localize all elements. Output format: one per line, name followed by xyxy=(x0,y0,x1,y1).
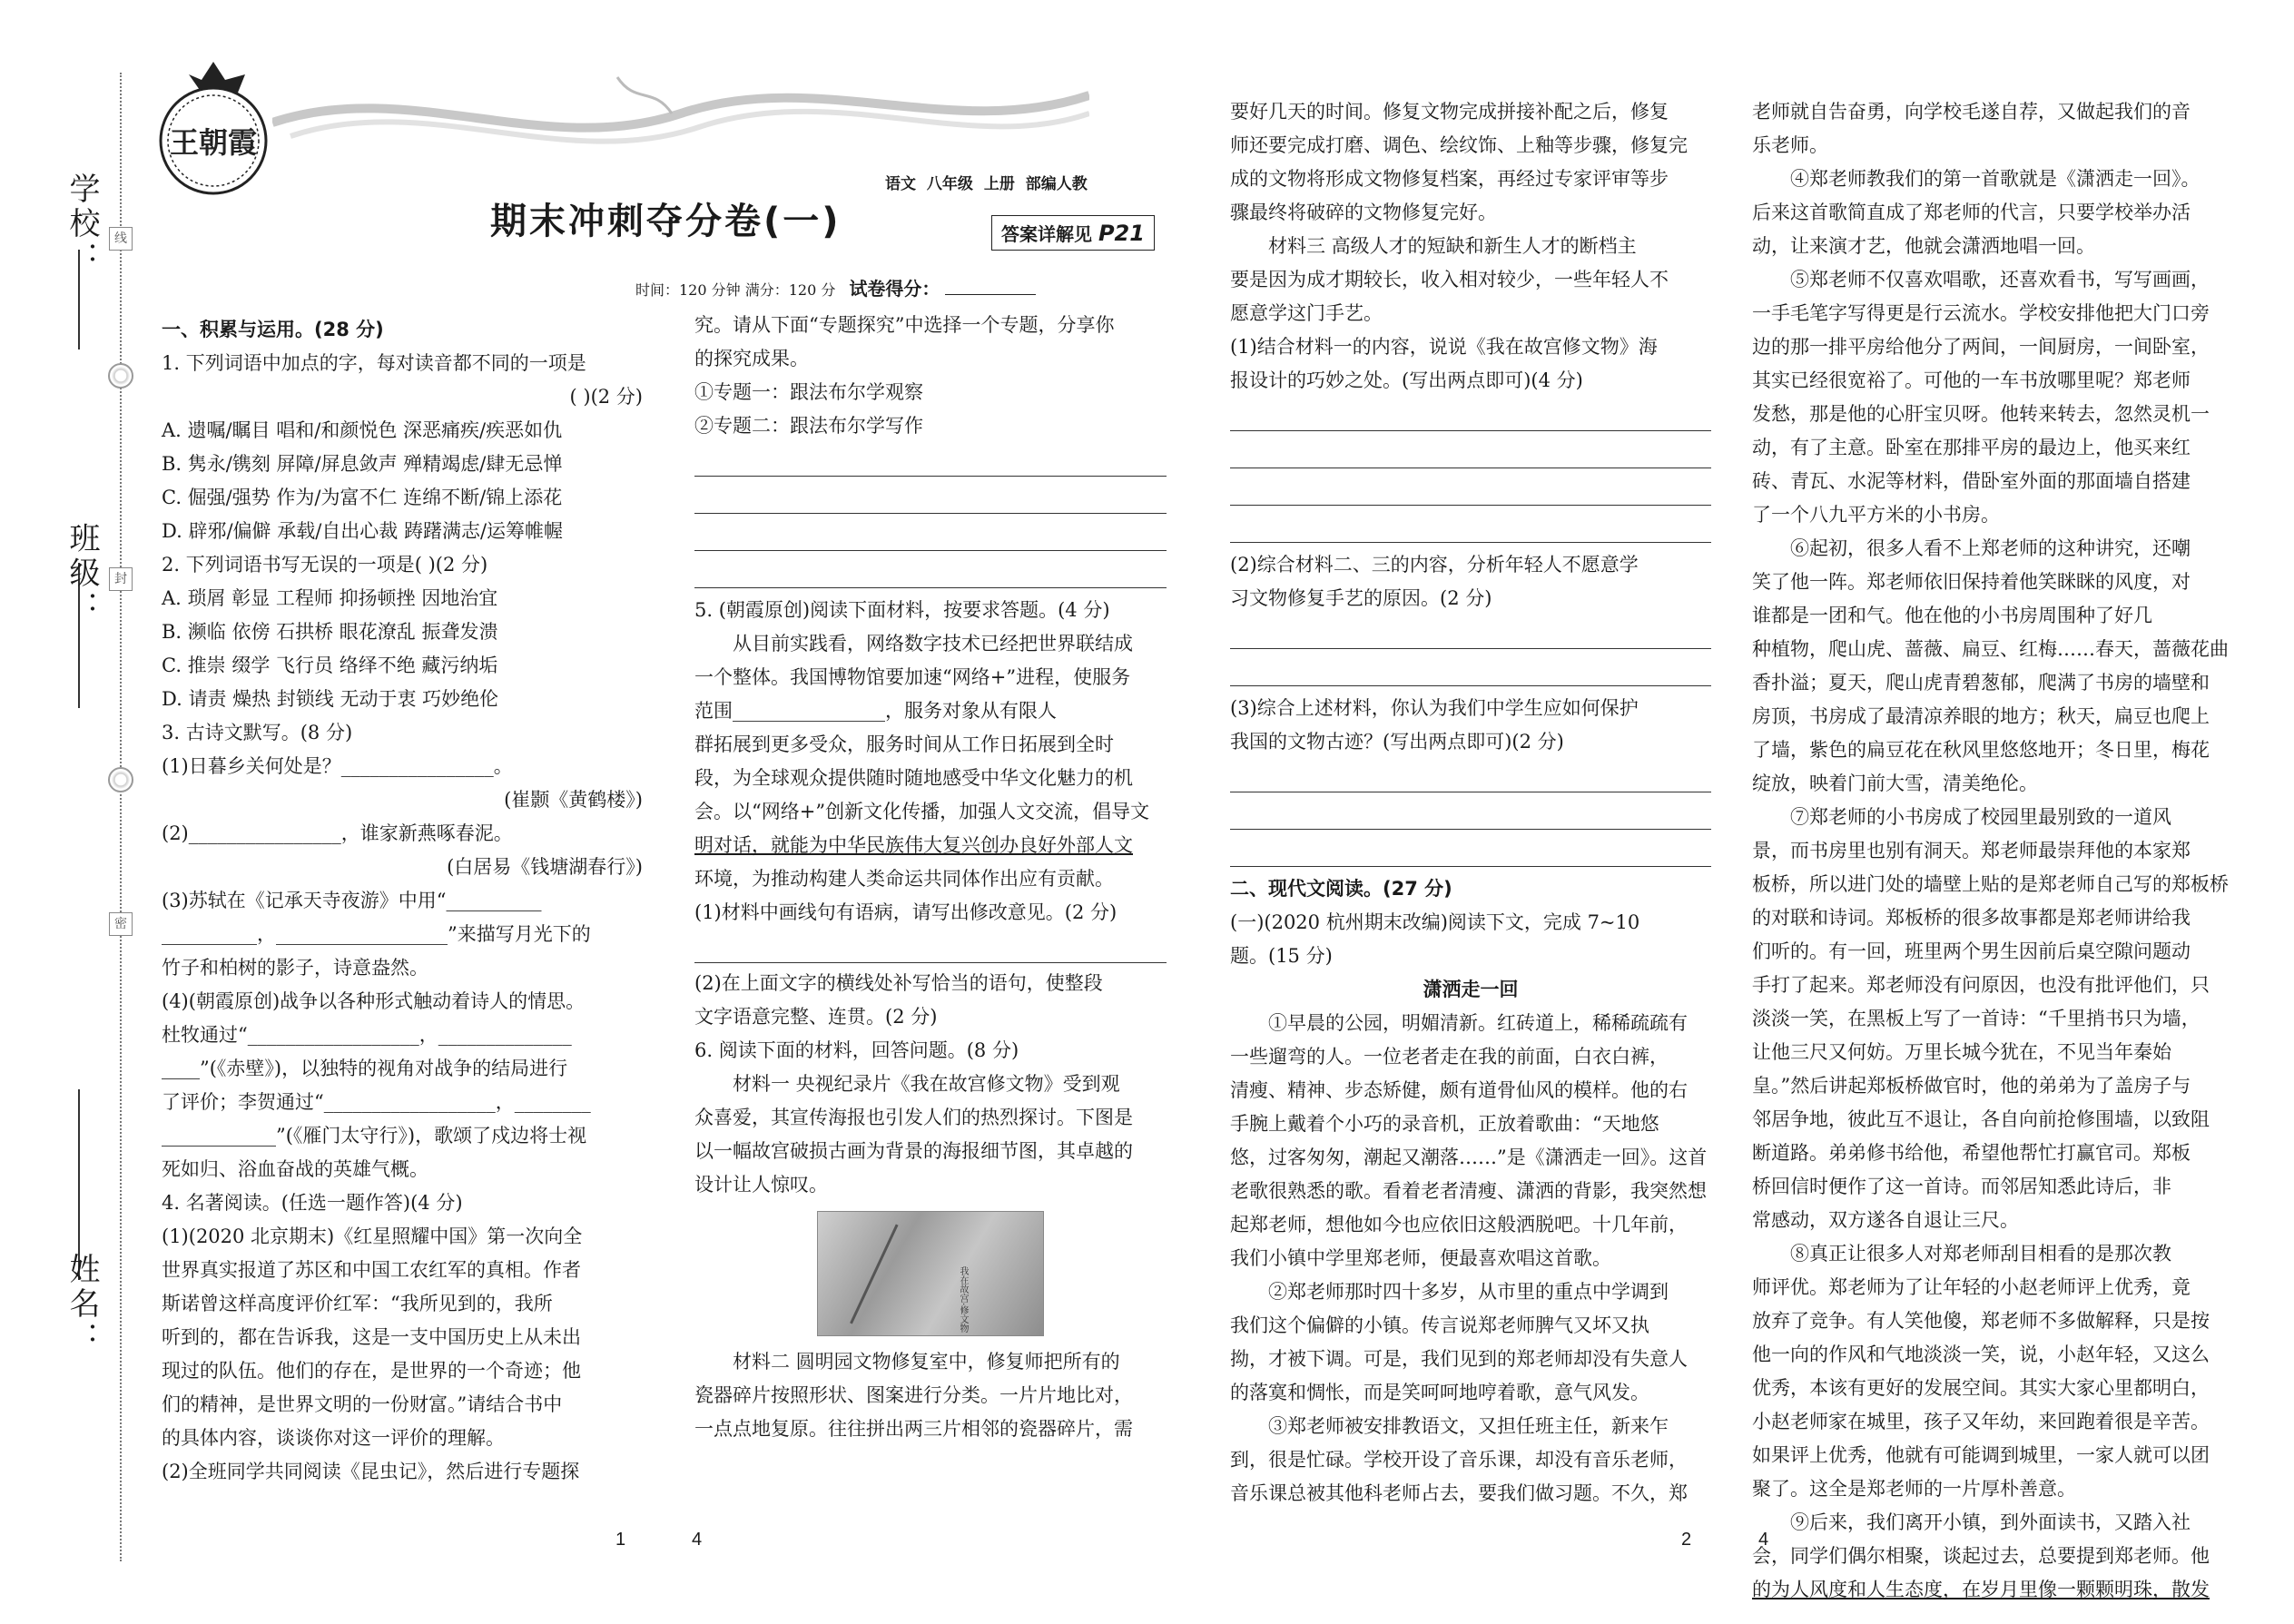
answer-line[interactable] xyxy=(1230,472,1711,506)
section-heading: 一、积累与运用。(28 分) xyxy=(162,319,384,340)
text-line: __________，__________________”来描写月光下的 xyxy=(162,923,591,945)
text-line: ⑨后来，我们离开小镇，到外面读书，又踏入社 xyxy=(1790,1511,2191,1533)
text-line: 竹子和柏树的影子，诗意盎然。 xyxy=(162,957,428,979)
text-line: 到，很是忙碌。学校开设了音乐课，却没有音乐老师， xyxy=(1230,1449,1688,1471)
page-number: 4 xyxy=(1758,1530,1769,1550)
text-line: ⑧真正让很多人对郑老师刮目相看的是那次教 xyxy=(1790,1243,2171,1265)
text-line: ⑤郑老师不仅喜欢唱歌，还喜欢看书，写写画画， xyxy=(1790,269,2210,290)
text-line: 一点点地复原。往往拼出两三片相邻的瓷器碎片，需 xyxy=(694,1418,1133,1440)
text-line: C. 倔强/强势 作为/为富不仁 连绵不断/锦上添花 xyxy=(162,487,563,508)
text-line: 范围________________，服务对象从有限人 xyxy=(694,700,1057,722)
answer-line[interactable] xyxy=(694,517,1167,551)
text-line: 报设计的巧妙之处。(写出两点即可)(4 分) xyxy=(1230,369,1583,391)
brand-logo xyxy=(145,54,281,200)
text-line: 群拓展到更多受众，服务时间从工作日拓展到全时 xyxy=(694,733,1114,755)
text-line: 我们这个偏僻的小镇。传言说郑老师脾气又坏又执 xyxy=(1230,1314,1649,1336)
text-line: ( )(2 分) xyxy=(569,386,643,408)
text-line: 要好几天的时间。修复文物完成拼接补配之后，修复 xyxy=(1230,101,1669,123)
page-number: 1 xyxy=(615,1530,626,1550)
text-line: ③郑老师被安排教语文，又担任班主任，新来乍 xyxy=(1268,1415,1669,1437)
text-line: 众喜爱，其宣传海报也引发人们的热烈探讨。下图是 xyxy=(694,1107,1133,1128)
score-label: 试卷得分： xyxy=(849,278,940,300)
text-line: 成的文物将形成文物修复档案，再经过专家评审等步 xyxy=(1230,168,1669,190)
text-line: 了墙，紫色的扁豆花在秋风里悠悠地开；冬日里，梅花 xyxy=(1752,739,2210,761)
answer-reference-box xyxy=(991,215,1155,251)
time-score-line xyxy=(635,274,1036,300)
answer-line[interactable] xyxy=(1230,833,1711,867)
text-line: (4)(朝霞原创)战争以各种形式触动着诗人的情思。 xyxy=(162,990,586,1012)
text-line: 边的那一排平房给他分了两间，一间厨房，一间卧室， xyxy=(1752,336,2210,358)
question-4-continued xyxy=(694,309,1167,443)
text-line: 一个整体。我国博物馆要加速“网络+”进程，使服务 xyxy=(694,666,1131,688)
text-line: (2)综合材料二、三的内容，分析年轻人不愿意学 xyxy=(1230,554,1639,576)
text-line: 文字语意完整、连贯。(2 分) xyxy=(694,1006,938,1028)
text-line: ⑦郑老师的小书房成了校园里最别致的一道风 xyxy=(1790,806,2171,828)
text-line: 4. 名著阅读。(任选一题作答)(4 分) xyxy=(162,1192,463,1214)
text-line: 手腕上戴着个小巧的录音机，正放着歌曲：“天地悠 xyxy=(1230,1113,1659,1135)
text-line: 会，同学们偶尔相聚，谈起过去，总要提到郑老师。他 xyxy=(1752,1545,2210,1567)
text-line: 愿意学这门手艺。 xyxy=(1230,302,1383,324)
answer-line[interactable] xyxy=(1230,509,1711,543)
answer-line[interactable] xyxy=(1230,653,1711,686)
text-line: C. 推崇 缀学 飞行员 络绎不绝 藏污纳垢 xyxy=(162,655,498,676)
text-line: 优秀，本该有更好的发展空间。其实大家心里都明白， xyxy=(1752,1377,2210,1399)
text-line: 后来这首歌简直成了郑老师的代言，只要学校举办活 xyxy=(1752,202,2191,223)
text-line: ⑥起初，很多人看不上郑老师的这种讲究，还嘲 xyxy=(1790,537,2191,559)
text-line: 斯诺曾这样高度评价红军：“我所见到的，我所 xyxy=(162,1293,553,1314)
answer-line[interactable] xyxy=(694,555,1167,588)
binding-hole-icon xyxy=(108,363,133,389)
text-line: 们听的。有一回，班里两个男生因前后桌空隙问题动 xyxy=(1752,940,2191,962)
text-line: 们的精神，是世界文明的一份财富。”请结合书中 xyxy=(162,1393,563,1415)
text-line: 明对话，就能为中华民族伟大复兴创办良好外部人文 xyxy=(694,834,1133,856)
seal-mark-secret: 密 xyxy=(109,912,133,936)
text-line: D. 辟邪/偏僻 承载/自出心裁 踌躇满志/运筹帷幄 xyxy=(162,520,564,542)
question-6 xyxy=(694,967,1167,1202)
text-line: ____”(《赤壁》)，以独特的视角对战争的结局进行 xyxy=(162,1058,568,1079)
answer-reference-page: P21 xyxy=(1098,221,1145,246)
text-line: (3)苏轼在《记承天寺夜游》中用“__________ xyxy=(162,890,542,911)
article-title: 潇洒走一回 xyxy=(1423,979,1519,1000)
text-line: 设计让人惊叹。 xyxy=(694,1174,828,1196)
text-line: B. 濒临 依傍 石拱桥 眼花潦乱 振聋发溃 xyxy=(162,621,498,643)
text-line: 常感动，双方遂各自退让三尺。 xyxy=(1752,1209,2019,1231)
question-6-2 xyxy=(1230,548,1711,615)
text-line: 听到的，都在告诉我，这是一支中国历史上从未出 xyxy=(162,1326,581,1348)
text-line: 发愁，那是他的心肝宝贝呀。他转来转去，忽然灵机一 xyxy=(1752,403,2210,425)
text-line: 香扑溢；夏天，爬山虎青碧葱郁，爬满了书房的墙壁和 xyxy=(1752,672,2210,694)
text-line: 一些遛弯的人。一位老者走在我的前面，白衣白裤， xyxy=(1230,1046,1669,1068)
text-line: 要是因为成才期较长，收入相对较少，一些年轻人不 xyxy=(1230,269,1669,290)
text-line: 桥回信时便作了这一首诗。而邻居知悉此诗后，非 xyxy=(1752,1176,2171,1197)
text-line: 死如归、浴血奋战的英雄气概。 xyxy=(162,1158,428,1180)
question-6-3 xyxy=(1230,692,1711,759)
text-line: 拗，才被下调。可是，我们见到的郑老师却没有失意人 xyxy=(1230,1348,1688,1370)
answer-line[interactable] xyxy=(694,480,1167,514)
text-line: 的为人风度和人生态度，在岁月里像一颗颗明珠，散发 xyxy=(1752,1579,2210,1600)
text-line: 动，让来演才艺，他就会潇洒地唱一回。 xyxy=(1752,235,2095,257)
text-line: 的落寞和惆怅，而是笑呵呵地哼着歌，意气风发。 xyxy=(1230,1382,1649,1403)
seal-mark-line: 线 xyxy=(109,227,133,251)
text-line: 从目前实践看，网络数字技术已经把世界联结成 xyxy=(733,633,1133,655)
text-line: 会。以“网络+”创新文化传播，加强人文交流，倡导文 xyxy=(694,801,1150,822)
exam-title: 期末冲刺夺分卷(一) xyxy=(490,201,842,242)
question-5 xyxy=(694,594,1167,930)
binding-dotted-line xyxy=(120,73,122,1561)
text-line: 3. 古诗文默写。(8 分) xyxy=(162,722,353,743)
text-line: (一)(2020 杭州期末改编)阅读下文，完成 7~10 xyxy=(1230,911,1640,933)
text-line: 绽放，映着门前大雪，清美绝伦。 xyxy=(1752,773,2038,794)
text-line: ①早晨的公园，明媚清新。红砖道上，稀稀疏疏有 xyxy=(1268,1012,1688,1034)
score-blank[interactable] xyxy=(945,294,1036,295)
text-line: 1. 下列词语中加点的字，每对读音都不同的一项是 xyxy=(162,352,586,374)
name-fill-line xyxy=(78,1089,80,1280)
material-2 xyxy=(694,1345,1167,1446)
text-line: 题。(15 分) xyxy=(1230,945,1333,967)
text-line: 世界真实报道了苏区和中国工农红军的真相。作者 xyxy=(162,1259,581,1281)
text-line: 的具体内容，谈谈你对这一评价的理解。 xyxy=(162,1427,505,1449)
text-line: 他一向的作风和气地淡淡一笑，说，小赵年轻，又这么 xyxy=(1752,1343,2210,1365)
text-line: (2)在上面文字的横线处补写恰当的语句，使整段 xyxy=(694,972,1103,994)
text-line: 音乐课总被其他科老师占去，要我们做习题。不久，郑 xyxy=(1230,1482,1688,1504)
text-line: 环境，为推动构建人类命运共同体作出应有贡献。 xyxy=(694,868,1114,890)
text-line: (1)结合材料一的内容，说说《我在故宫修文物》海 xyxy=(1230,336,1658,358)
text-line: 起郑老师，想他如今也应依旧这般洒脱吧。十几年前， xyxy=(1230,1214,1688,1235)
text-line: 我国的文物古迹？(写出两点即可)(2 分) xyxy=(1230,731,1564,753)
text-line: 淡淡一笑，在黑板上写了一首诗：“千里捎书只为墙， xyxy=(1752,1008,2200,1029)
text-line: ②专题二：跟法布尔学写作 xyxy=(694,415,923,437)
text-line: 6. 阅读下面的材料，回答问题。(8 分) xyxy=(694,1039,1019,1061)
poster-caption: 我在故宫·修文物 xyxy=(958,1266,968,1334)
text-line: (1)日暮乡关何处是？________________。 xyxy=(162,755,513,777)
text-line: (2)________________，谁家新燕啄春泥。 xyxy=(162,822,513,844)
text-line: ②郑老师那时四十多岁，从市里的重点中学调到 xyxy=(1268,1281,1669,1303)
text-line: 手打了起来。郑老师没有问原因，也没有批评他们，只 xyxy=(1752,974,2210,996)
text-line: 板桥，所以进门处的墙壁上贴的是郑老师自己写的郑板桥 xyxy=(1752,873,2229,895)
text-line: 笑了他一阵。郑老师依旧保持着他笑眯眯的风度，对 xyxy=(1752,571,2191,593)
text-line: 师评优。郑老师为了让年轻的小赵老师评上优秀，竟 xyxy=(1752,1276,2191,1298)
text-line: 材料二 圆明园文物修复室中，修复师把所有的 xyxy=(733,1351,1120,1373)
text-line: 聚了。这全是郑老师的一片厚朴善意。 xyxy=(1752,1478,2076,1500)
binding-margin xyxy=(0,0,136,1624)
time-limit: 时间：120 分钟 满分：120 分 xyxy=(635,281,836,299)
text-line: 清瘦、精神、步态矫健，颇有道骨仙风的模样。他的右 xyxy=(1230,1079,1688,1101)
text-line: 砖、青瓦、水泥等材料，借卧室外面的那面墙自搭建 xyxy=(1752,470,2191,492)
text-line: 骤最终将破碎的文物修复完好。 xyxy=(1230,202,1497,223)
text-line: 悠，过客匆匆，潮起又潮落……”是《潇洒走一回》。这首 xyxy=(1230,1147,1708,1168)
text-line: 究。请从下面“专题探究”中选择一个专题，分享你 xyxy=(694,314,1115,336)
text-line: 其实已经很宽裕了。可他的一车书放哪里呢？郑老师 xyxy=(1752,369,2191,391)
column-2 xyxy=(694,309,1167,1446)
class-label: 班级： xyxy=(64,522,100,625)
text-line: 段，为全球观众提供随时随地感受中华文化魅力的机 xyxy=(694,767,1133,789)
text-line: 的探究成果。 xyxy=(694,348,809,369)
text-line: A. 琐屑 彰显 工程师 抑扬顿挫 因地治宜 xyxy=(162,587,498,609)
text-line: 现过的队伍。他们的存在，是世界的一个奇迹；他 xyxy=(162,1360,581,1382)
answer-line[interactable] xyxy=(1230,759,1711,792)
text-line: 5. (朝霞原创)阅读下面材料，按要求答题。(4 分) xyxy=(694,599,1110,621)
answer-line[interactable] xyxy=(1230,796,1711,830)
text-line: ____________”(《雁门太守行》)，歌颂了戍边将士视 xyxy=(162,1125,587,1147)
text-line: 种植物，爬山虎、蔷薇、扁豆、红梅……春天，蔷薇花曲 xyxy=(1752,638,2229,660)
poster-image xyxy=(817,1211,1044,1336)
section-heading: 二、现代文阅读。(27 分) xyxy=(1230,878,1452,900)
page-number: 4 xyxy=(692,1530,703,1550)
seal-mark-seal: 封 xyxy=(109,567,133,591)
text-line: 乐老师。 xyxy=(1752,134,1828,156)
text-line: 邻居争地，彼此互不退让，各自向前抢修围墙，以致阻 xyxy=(1752,1108,2210,1130)
answer-line[interactable] xyxy=(1230,615,1711,649)
text-line: 2. 下列词语书写无误的一项是( )(2 分) xyxy=(162,554,488,576)
text-line: 我们小镇中学里郑老师，便最喜欢唱这首歌。 xyxy=(1230,1247,1611,1269)
material-continued xyxy=(1230,95,1711,398)
column-4 xyxy=(1752,95,2233,1607)
text-line: 材料三 高级人才的短缺和新生人才的断档主 xyxy=(1268,235,1637,257)
text-line: 断道路。弟弟修书给他，希望他帮忙打赢官司。郑板 xyxy=(1752,1142,2191,1164)
column-1 xyxy=(162,313,643,1489)
text-line: 谁都是一团和气。他在他的小书房周围种了好几 xyxy=(1752,605,2152,626)
text-line: ①专题一：跟法布尔学观察 xyxy=(694,381,923,403)
brand-name: 王朝霞 xyxy=(169,125,258,160)
text-line: 皇。”然后讲起郑板桥做官时，他的弟弟为了盖房子与 xyxy=(1752,1075,2191,1097)
answer-line[interactable] xyxy=(1230,398,1711,431)
reading-passage xyxy=(1230,872,1711,1511)
answer-line[interactable] xyxy=(694,930,1167,963)
text-line: 习文物修复手艺的原因。(2 分) xyxy=(1230,587,1492,609)
text-line: 让他三尺又何妨。万里长城今犹在，不见当年秦始 xyxy=(1752,1041,2171,1063)
text-line: (白居易《钱塘湖春行》) xyxy=(447,856,643,878)
text-line: 老歌很熟悉的歌。看着老者清瘦、潇洒的背影，我突然想 xyxy=(1230,1180,1707,1202)
text-line: 如果评上优秀，他就有可能调到城里，一家人就可以团 xyxy=(1752,1444,2210,1466)
text-line: 了一个八九平方米的小书房。 xyxy=(1752,504,2000,526)
text-line: 老师就自告奋勇，向学校毛遂自荐，又做起我们的音 xyxy=(1752,101,2191,123)
column-3 xyxy=(1230,95,1711,1511)
text-line: (1)材料中画线句有语病，请写出修改意见。(2 分) xyxy=(694,901,1117,923)
text-line: (2)全班同学共同阅读《昆虫记》，然后进行专题探 xyxy=(162,1461,580,1482)
name-label: 姓名： xyxy=(64,1253,100,1356)
text-line: 景，而书房里也别有洞天。郑老师最崇拜他的本家郑 xyxy=(1752,840,2191,861)
text-line: B. 隽永/镌刻 屏障/屏息敛声 殚精竭虑/肆无忌惮 xyxy=(162,453,563,475)
text-line: ④郑老师教我们的第一首歌就是《潇洒走一回》。 xyxy=(1790,168,2200,190)
text-line: 动，有了主意。卧室在那排平房的最边上，他买来红 xyxy=(1752,437,2191,458)
text-line: 师还要完成打磨、调色、绘纹饰、上釉等步骤，修复完 xyxy=(1230,134,1688,156)
text-line: 的对联和诗词。郑板桥的很多故事都是郑老师讲给我 xyxy=(1752,907,2191,929)
text-line: 瓷器碎片按照形状、图案进行分类。一片片地比对， xyxy=(694,1384,1133,1406)
text-line: 了评价；李贺通过“__________________，________ xyxy=(162,1091,591,1113)
text-line: D. 请责 燥热 封锁线 无动于衷 巧妙绝伦 xyxy=(162,688,499,710)
text-line: 放弃了竞争。有人笑他傻，郑老师不多做解释，只是按 xyxy=(1752,1310,2210,1332)
text-line: 以一幅故宫破损古画为背景的海报细节图，其卓越的 xyxy=(694,1140,1133,1162)
school-label: 学校： xyxy=(64,172,100,276)
poster-crack-line xyxy=(850,1225,904,1327)
page-number: 2 xyxy=(1681,1530,1692,1550)
binding-hole-icon xyxy=(108,767,133,792)
text-line: (1)(2020 北京期末)《红星照耀中国》第一次向全 xyxy=(162,1225,583,1247)
text-line: A. 遗嘱/瞩目 唱和/和颜悦色 深恶痛疾/疾恶如仇 xyxy=(162,419,563,441)
answer-line[interactable] xyxy=(1230,435,1711,468)
text-line: 杜牧通过“__________________，______________ xyxy=(162,1024,572,1046)
text-line: (3)综合上述材料，你认为我们中学生应如何保护 xyxy=(1230,697,1639,719)
text-line: 一手毛笔字写得更是行云流水。学校安排他把大门口旁 xyxy=(1752,302,2210,324)
text-line: 材料一 央视纪录片《我在故宫修文物》受到观 xyxy=(733,1073,1120,1095)
answer-line[interactable] xyxy=(694,443,1167,477)
answer-reference-label: 答案详解见 xyxy=(1001,223,1092,245)
text-line: 小赵老师家在城里，孩子又年幼，来回跑着很是辛苦。 xyxy=(1752,1411,2210,1432)
subject-meta: 语文 八年级 上册 部编人教 xyxy=(885,175,1088,193)
text-line: (崔颢《黄鹤楼》) xyxy=(504,789,643,811)
text-line: 房顶，书房成了最清凉养眼的地方；秋天，扁豆也爬上 xyxy=(1752,705,2210,727)
ribbon-decoration-icon xyxy=(272,68,1089,177)
